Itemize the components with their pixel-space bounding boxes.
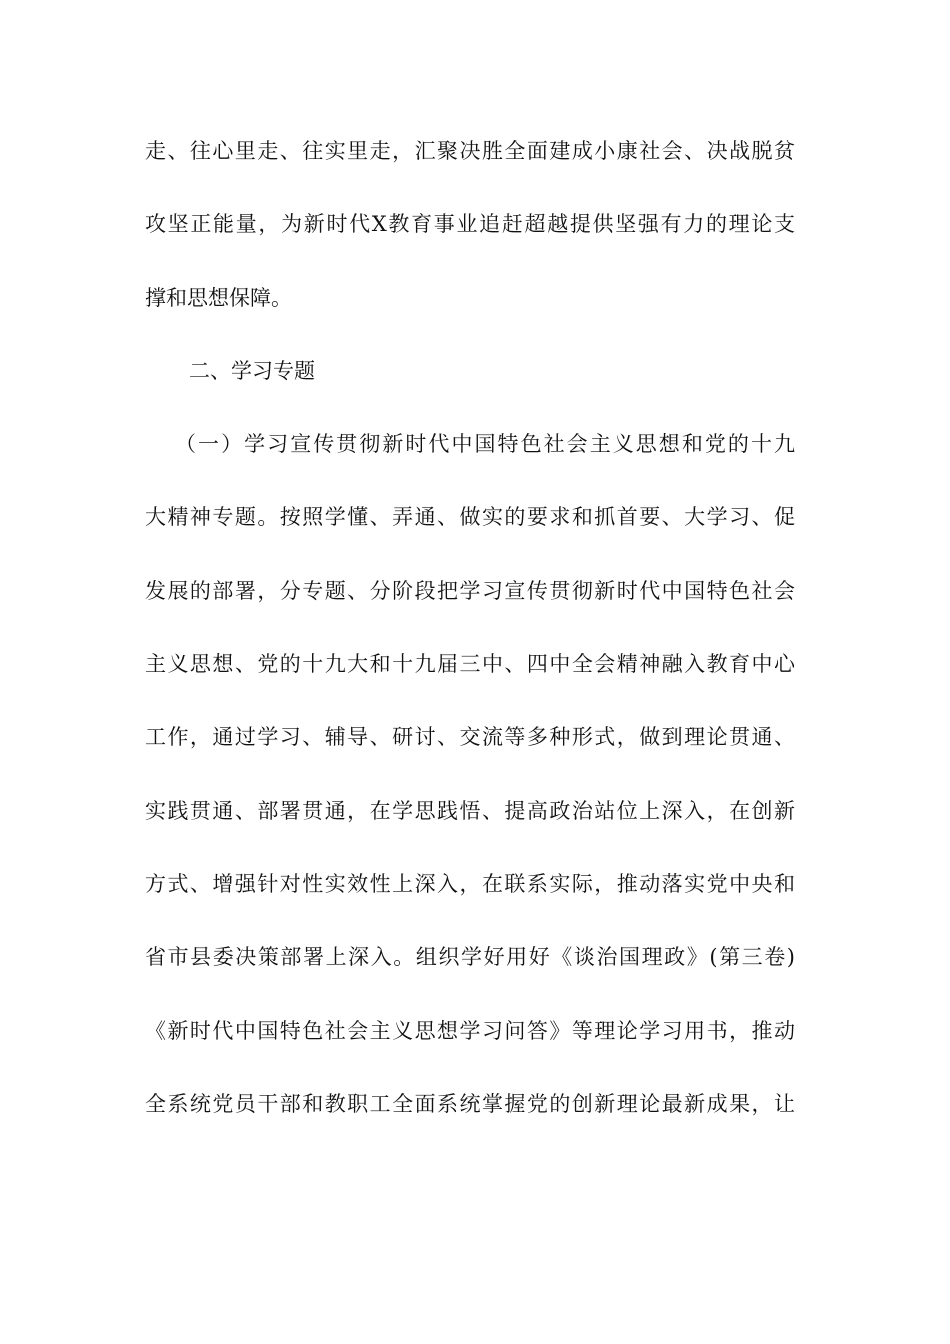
text-line-8: 主义思想、党的十九大和十九届三中、四中全会精神融入教育中心 (145, 652, 795, 677)
text-line-12: 省市县委决策部署上深入。组织学好用好《谈治国理政》(第三卷) (145, 945, 795, 970)
text-line-2: 攻坚正能量，为新时代X教育事业追赶超越提供坚强有力的理论支 (145, 212, 795, 237)
section-heading: 二、学习专题 (189, 358, 315, 383)
text-line-7: 发展的部署，分专题、分阶段把学习宣传贯彻新时代中国特色社会 (145, 578, 795, 603)
body-text (145, 128, 795, 1154)
text-line-6: 大精神专题。按照学懂、弄通、做实的要求和抓首要、大学习、促 (145, 505, 795, 530)
text-line-1: 走、往心里走、往实里走，汇聚决胜全面建成小康社会、决战脱贫 (145, 139, 795, 163)
subsection-first-line: （一）学习宣传贯彻新时代中国特色社会主义思想和党的十九 (175, 432, 795, 457)
text-line-3: 撑和思想保障。 (145, 285, 292, 310)
text-line-13: 《新时代中国特色社会主义思想学习问答》等理论学习用书，推动 (145, 1018, 795, 1043)
text-line-9: 工作，通过学习、辅导、研讨、交流等多种形式，做到理论贯通、 (145, 725, 795, 750)
text-line-14: 全系统党员干部和教职工全面系统掌握党的创新理论最新成果，让 (145, 1091, 795, 1116)
text-line-10: 实践贯通、部署贯通，在学思践悟、提高政治站位上深入，在创新 (145, 798, 795, 823)
text-line-11: 方式、增强针对性实效性上深入，在联系实际，推动落实党中央和 (145, 871, 795, 896)
